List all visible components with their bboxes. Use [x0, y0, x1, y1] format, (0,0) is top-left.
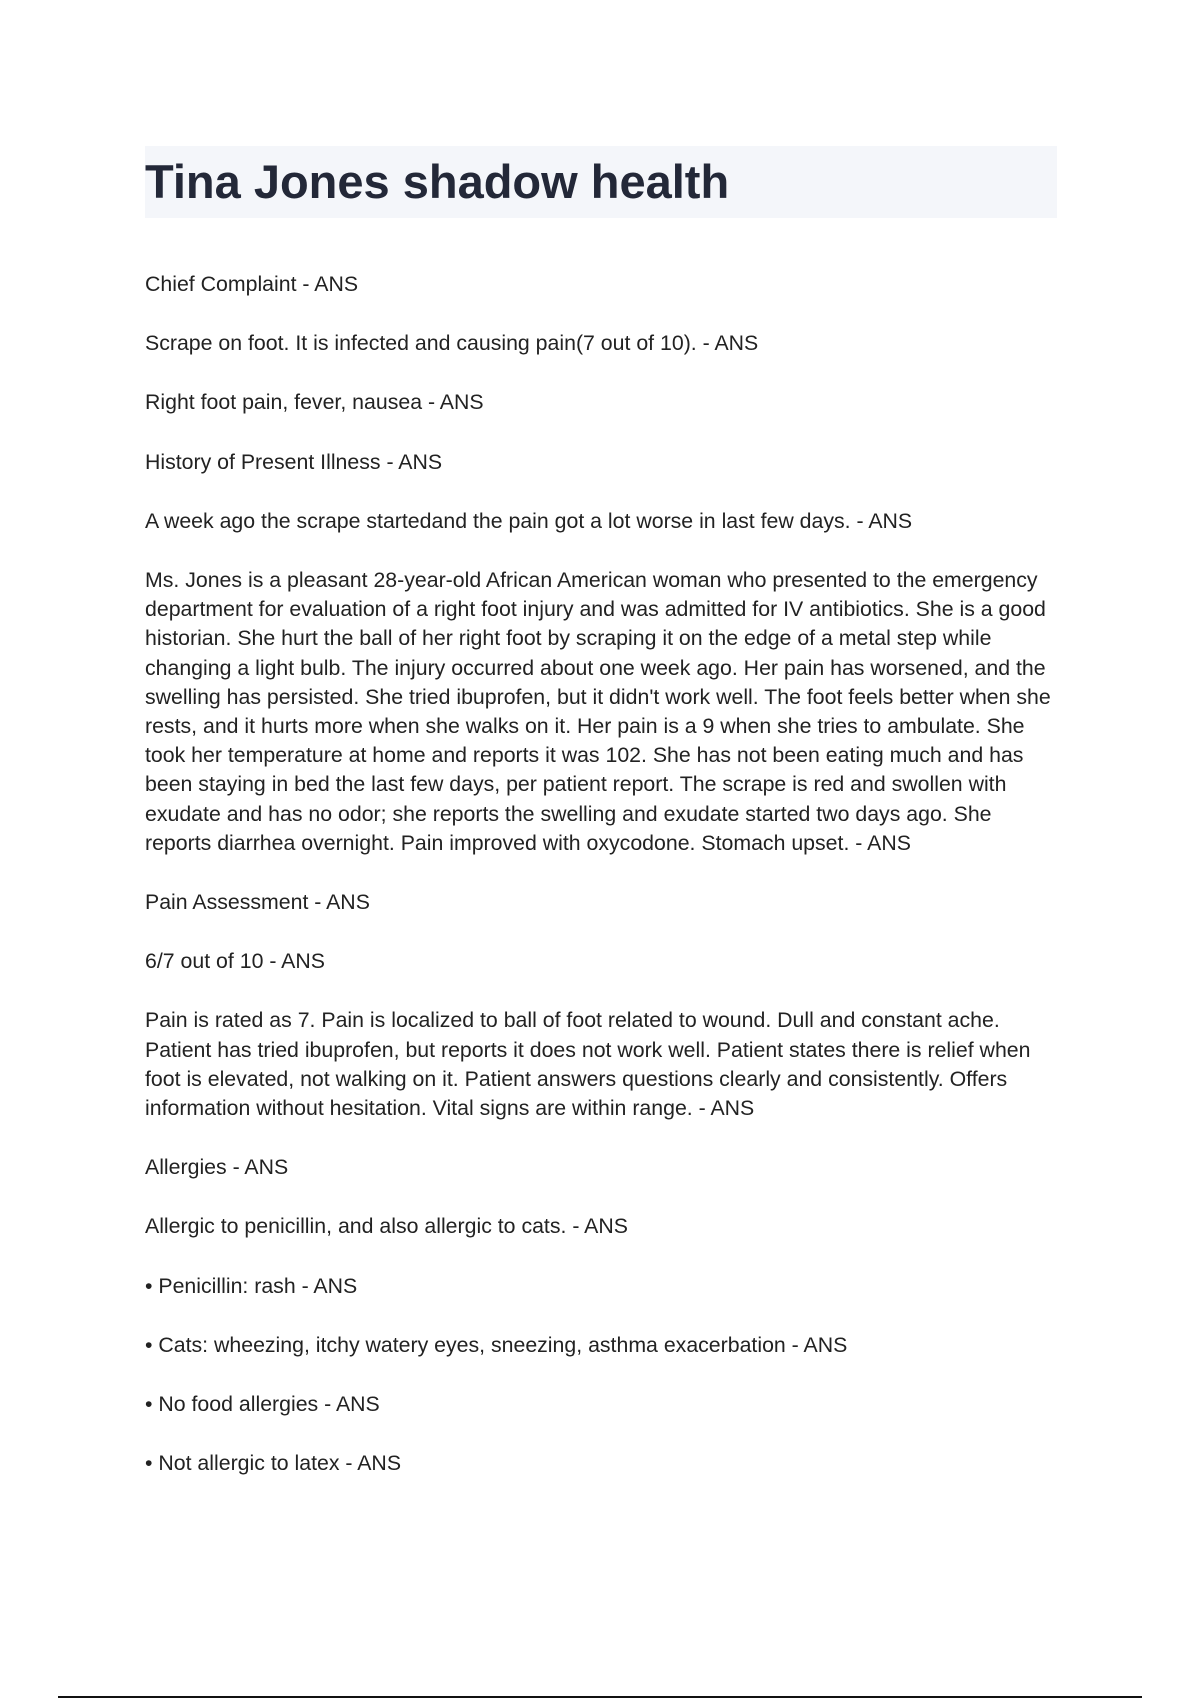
paragraph: Pain is rated as 7. Pain is localized to ball of foot related to wound. Dull and constant ache. Patient has tried ibuprofen, but reports it does not work well. Patient states there is relief when foot is elevated, not walking on it. Patient answers questions clearly and consistently. Offers information without hesitation. Vital signs are within range. - ANS — [145, 1008, 1031, 1121]
paragraph-pain-assessment-heading: Pain Assessment - ANS — [145, 890, 370, 915]
paragraph: A week ago the scrape startedand the pain got a lot worse in last few days. - ANS — [145, 508, 913, 533]
document-body — [145, 270, 1057, 1508]
paragraph-chief-complaint-heading: Chief Complaint - ANS — [145, 272, 359, 296]
paragraph: Right foot pain, fever, nausea - ANS — [145, 390, 484, 415]
paragraph: Scrape on foot. It is infected and causing pain(7 out of 10). - ANS — [145, 331, 759, 356]
page-bottom-divider — [58, 1696, 1142, 1698]
bullet-item: • No food allergies - ANS — [145, 1392, 380, 1417]
paragraph: Allergic to penicillin, and also allergic to cats. - ANS — [145, 1214, 628, 1239]
paragraph: Ms. Jones is a pleasant 28-year-old African American woman who presented to the emergency department for evaluation of a right foot injury and was admitted for IV antibiotics. She is a good historian. She hurt the ball of her right foot by scraping it on the edge of a metal step while changing a light bulb. The injury occurred about one week ago. Her pain has worsened, and the swelling has persisted. She tried ibuprofen, but it didn't work well. The foot feels better when she rests, and it hurts more when she walks on it. Her pain is a 9 when she tries to ambulate. She took her temperature at home and reports it was 102. She has not been eating much and has been staying in bed the last few days, per patient report. The scrape is red and swollen with exudate and has no odor; she reports the swelling and exudate started two days ago. She reports diarrhea overnight. Pain improved with oxycodone. Stomach upset. - ANS — [145, 568, 1051, 855]
bullet-item: • Cats: wheezing, itchy watery eyes, sneezing, asthma exacerbation - ANS — [145, 1332, 848, 1357]
paragraph: 6/7 out of 10 - ANS — [145, 949, 325, 974]
bullet-item: • Not allergic to latex - ANS — [145, 1451, 402, 1476]
paragraph-allergies-heading: Allergies - ANS — [145, 1155, 289, 1180]
bullet-item: • Penicillin: rash - ANS — [145, 1273, 358, 1298]
paragraph-hpi-heading: History of Present Illness - ANS — [145, 449, 443, 474]
document-title: Tina Jones shadow health — [145, 155, 730, 208]
